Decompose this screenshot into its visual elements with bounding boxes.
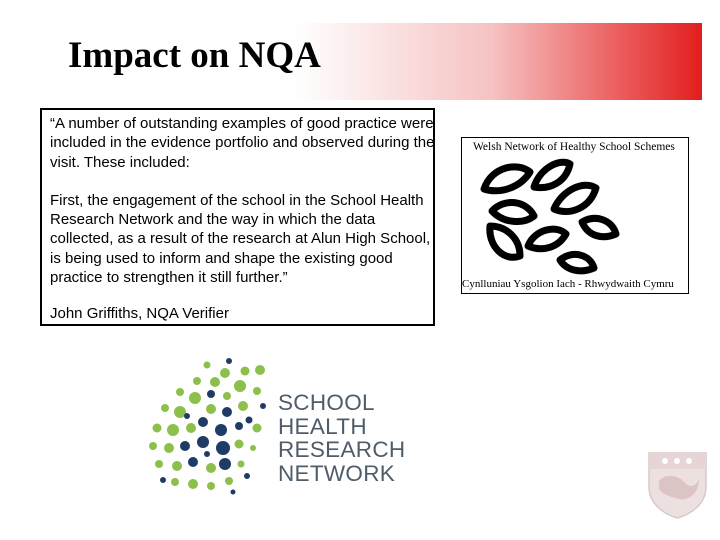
slide-title: Impact on NQA	[68, 35, 321, 76]
quote-paragraph-1: “A number of outstanding examples of good practice were included in the evidence portfolio and observed during the visit. These included:	[50, 115, 435, 171]
shrn-line-2: HEALTH	[278, 413, 367, 439]
leaves-icon	[462, 138, 689, 294]
quote-attribution: John Griffiths, NQA Verifier	[50, 305, 229, 323]
whss-logo-bottom-text: Cynlluniau Ysgolion Iach - Rhwydwaith Cymru	[462, 278, 674, 290]
shrn-logo-text	[278, 391, 405, 485]
whss-logo-top-text: Welsh Network of Healthy School Schemes	[473, 141, 675, 153]
dots-icon	[145, 356, 275, 496]
shrn-line-3: RESEARCH	[278, 437, 406, 462]
shrn-line-1: SCHOOL	[278, 390, 375, 415]
shrn-line-4: NETWORK	[278, 460, 396, 486]
shrn-logo	[145, 356, 406, 496]
whss-logo	[461, 137, 689, 294]
quote-text	[50, 114, 440, 324]
school-crest-icon	[645, 449, 710, 519]
quote-paragraph-2: First, the engagement of the school in the School Health Research Network and the way in which the data collected, as a result of the research at Alun High School, is being used to inform and shape the existing good practice to strengthen it still further.”	[50, 191, 431, 287]
